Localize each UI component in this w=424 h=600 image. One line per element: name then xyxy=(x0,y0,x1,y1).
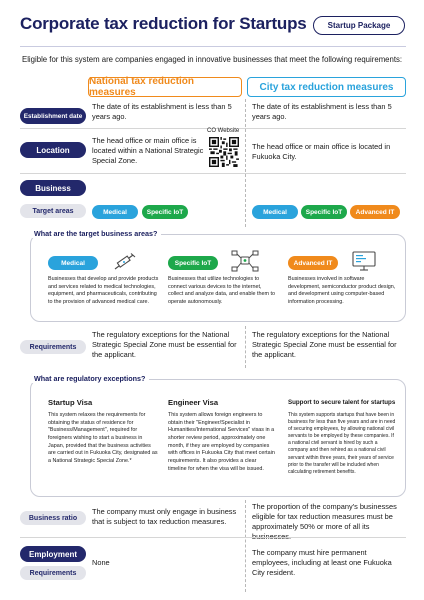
employment-national-text: None xyxy=(92,558,110,567)
city-tag-specific-iot: Specific IoT xyxy=(301,205,347,219)
box-tag-advanced-it: Advanced IT xyxy=(288,256,338,270)
advanced-it-description: Businesses involved in software development, semiconductor product design, and development using computer-based information processing. xyxy=(288,276,396,306)
computer-icon xyxy=(350,250,378,272)
co-website-label: CO Website xyxy=(207,128,240,134)
startup-package-badge: Startup Package xyxy=(313,16,405,35)
establishment-date-label: Establishment date xyxy=(20,108,86,124)
engineer-visa-title: Engineer Visa xyxy=(168,398,219,407)
target-areas-label: Target areas xyxy=(20,204,86,218)
location-city-text: The head office or main office is located in Fukuoka City. xyxy=(252,142,391,161)
city-tag-medical: Medical xyxy=(252,205,298,219)
column-divider xyxy=(245,326,246,368)
row-divider xyxy=(20,537,406,538)
business-label: Business xyxy=(20,180,86,196)
employment-label: Employment xyxy=(20,546,86,562)
establishment-national-text: The date of its establishment is less than 5 years ago. xyxy=(92,102,232,121)
city-column-header: City tax reduction measures xyxy=(247,77,406,97)
row-divider xyxy=(20,173,406,174)
requirements-national-text: The regulatory exceptions for the National Strategic Special Zone must be essential for the applicant. xyxy=(92,330,237,359)
column-divider xyxy=(245,500,246,592)
startup-visa-title: Startup Visa xyxy=(48,398,93,407)
box-tag-specific-iot: Specific IoT xyxy=(168,256,218,270)
national-tag-specific-iot: Specific IoT xyxy=(142,205,188,219)
business-ratio-label: Business ratio xyxy=(20,511,86,525)
startup-visa-description: This system relaxes the requirements for obtaining the status of residence for "Business/Management", required for foreigners wishing to start a business in Japan, provided that the business activities are carried out in Fukuoka City, designated as a National Strategic Special Zone.* xyxy=(48,412,158,465)
page-title: Corporate tax reduction for Startups xyxy=(20,14,307,33)
specific-iot-description: Businesses that utilize technologies to connect various devices to the internet, collect and analyze data, and enable them to operate autonomously. xyxy=(168,276,275,306)
location-label: Location xyxy=(20,142,86,158)
business-ratio-national-text: The company must only engage in business that is subject to tax reduction measures. xyxy=(92,507,237,526)
regulatory-exceptions-box-title: What are regulatory exceptions? xyxy=(30,374,149,383)
medical-description: Businesses that develop and provide products and services related to medical technologies, equipment, and pharmaceuticals, contributing to the provision of advanced medical care. xyxy=(48,276,159,306)
employment-requirements-label: Requirements xyxy=(20,566,86,580)
box-tag-medical: Medical xyxy=(48,256,98,270)
title-divider xyxy=(20,46,406,47)
target-areas-box-title: What are the target business areas? xyxy=(30,229,161,238)
column-divider xyxy=(245,99,246,227)
talent-support-title: Support to secure talent for startups xyxy=(288,399,396,406)
intro-text: Eligible for this system are companies engaged in innovative businesses that meet the following requirements: xyxy=(22,55,403,64)
talent-support-description: This system supports startups that have been in business for less than five years and are in need of securing employees, by allowing national civil servants to be employed by these companies. If a national civil servant is hired by such a company and then rehired as a national civil servant within three years, their years of service prior to the transfer will be included when calculating retirement benefits. xyxy=(288,412,396,475)
city-tag-advanced-it: Advanced IT xyxy=(350,205,400,219)
qr-code-icon[interactable] xyxy=(209,137,239,167)
engineer-visa-description: This system allows foreign engineers to obtain their "Engineer/Specialist in Humanities/International Services" visas in a shorter review period, approximately one month, if they are employed by companies with offices in Fukuoka City that meet certain requirements. It also provides a clear timeline for when the visa will be issued. xyxy=(168,412,275,472)
business-ratio-city-text: The proportion of the company's businesses eligible for tax reduction measures must be approximately 50% or more of all its xyxy=(252,502,397,531)
syringe-icon xyxy=(112,252,138,272)
iot-network-icon xyxy=(230,249,260,273)
employment-city-text: The company must hire permanent employees, including at least one Fukuoka City resident. xyxy=(252,548,392,577)
national-tag-medical: Medical xyxy=(92,205,138,219)
establishment-city-text: The date of its establishment is less than 5 years ago. xyxy=(252,102,392,121)
national-column-header: National tax reduction measures xyxy=(88,77,242,97)
requirements-city-text: The regulatory exceptions for the National Strategic Special Zone must be essential for the applicant. xyxy=(252,330,397,359)
requirements-label: Requirements xyxy=(20,340,86,354)
location-national-text: The head office or main office is located within a National Strategic Special Zone. xyxy=(92,136,204,165)
